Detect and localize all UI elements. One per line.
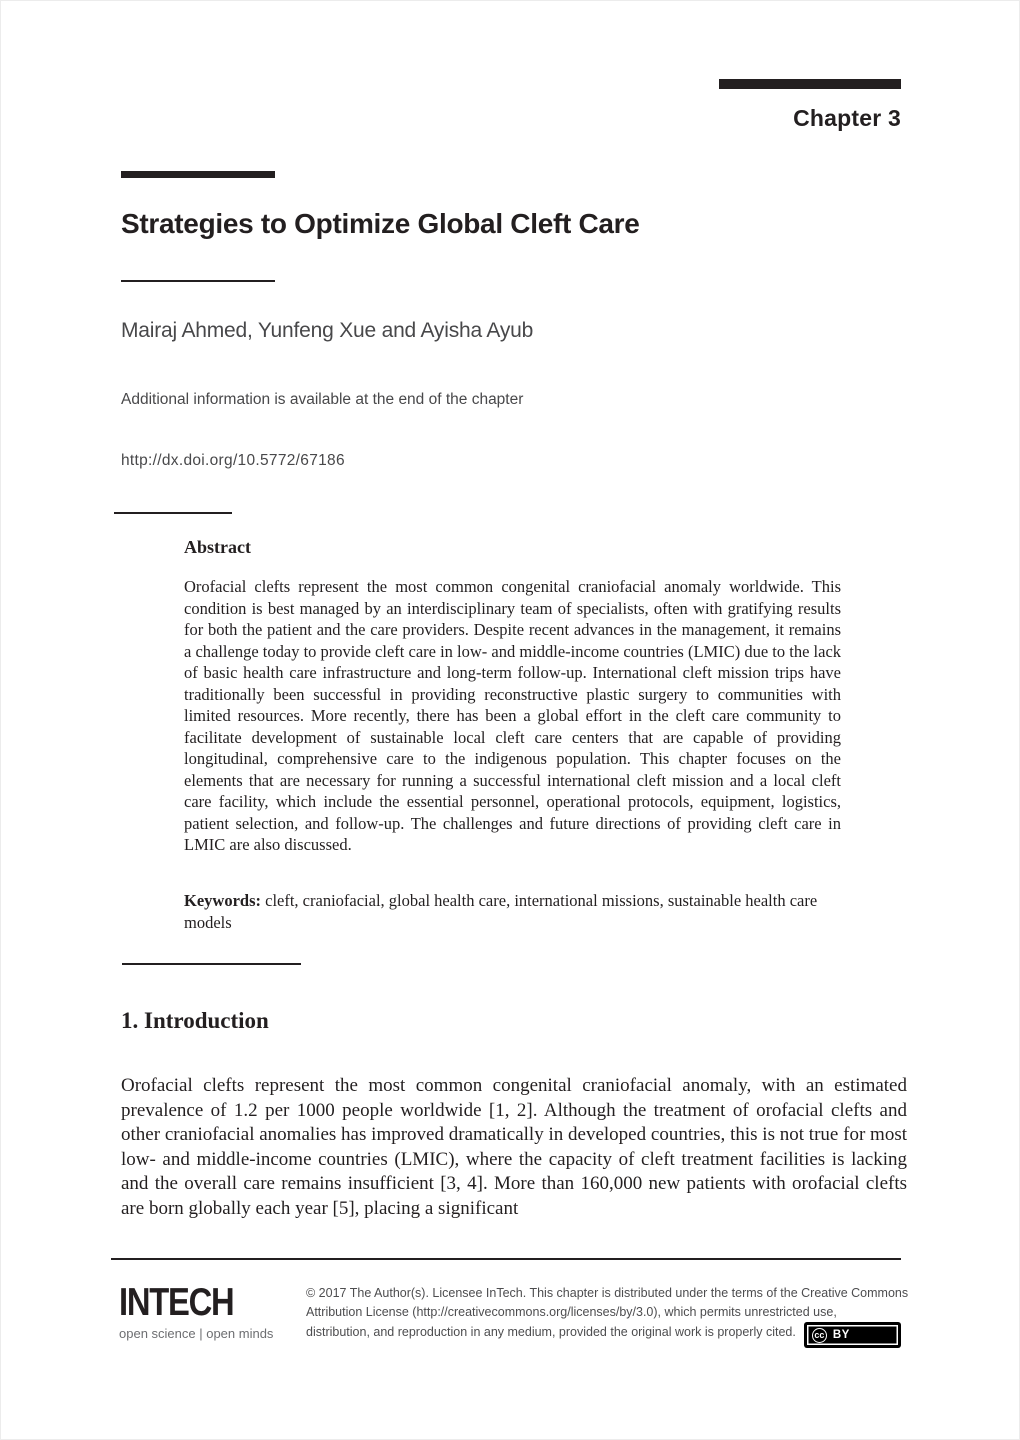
title-rule-thick — [121, 171, 275, 178]
abstract-heading: Abstract — [184, 537, 251, 557]
chapter-header-rule — [719, 79, 901, 89]
cc-by-badge[interactable] — [804, 1322, 901, 1348]
keywords-text: cleft, craniofacial, global health care, international missions, sustainable health care models — [184, 891, 818, 932]
license-line-2: Attribution License (http://creativecommons.org/licenses/by/3.0), which permits unrestricted use, — [306, 1305, 837, 1319]
keywords-label: Keywords: — [184, 891, 261, 910]
license-text — [306, 1284, 946, 1342]
introduction-body: Orofacial clefts represent the most common congenital craniofacial anomaly, with an estimated prevalence of 1.2 per 1000 people worldwide [1, 2]. Although the treatment of orofacial clefts and other craniofacial anomalies has improved dramatically in developed countries, this is not true for most low- and middle-income countries (LMIC), where the capacity of cleft treatment facilities is lacking and the overall care remains insufficient [3, 4]. More than 160,000 new patients with orofacial clefts are born globally each year [5], placing a significant — [121, 1075, 907, 1219]
introduction-heading: 1. Introduction — [121, 1008, 269, 1033]
intech-logo — [119, 1283, 299, 1341]
title-rule-thin — [121, 280, 275, 282]
intech-logo-tagline: open science | open minds — [119, 1326, 274, 1341]
authors-line: Mairaj Ahmed, Yunfeng Xue and Ayisha Ayub — [121, 319, 534, 342]
footer-rule — [111, 1258, 901, 1260]
cc-by-label: BY — [832, 1328, 850, 1341]
license-line-1: © 2017 The Author(s). Licensee InTech. This chapter is distributed under the terms of the Creative Commons — [306, 1286, 909, 1300]
keywords-line — [184, 890, 841, 933]
license-line-3 — [306, 1322, 946, 1342]
cc-icon: cc — [812, 1328, 827, 1343]
page-title: Strategies to Optimize Global Cleft Care — [121, 208, 640, 239]
introduction-rule — [122, 963, 301, 965]
abstract-rule — [114, 512, 232, 514]
license-line-3-text: distribution, and reproduction in any medium, provided the original work is properly cited. — [306, 1325, 796, 1339]
abstract-body: Orofacial clefts represent the most common congenital craniofacial anomaly worldwide. This condition is best managed by an interdisciplinary team of specialists, often with gratifying results for both the patient and the care providers. Despite recent advances in the management, it remains a challenge today to provide cleft care in low- and middle-income countries (LMIC) due to the lack of basic health care infrastructure and long-term follow-up. International cleft mission trips have traditionally been successful in providing reconstructive plastic surgery to communities with limited resources. More recently, there has been a global effort in the cleft care community to facilitate development of sustainable local cleft care centers that are capable of providing longitudinal, comprehensive care to the indigenous population. This chapter focuses on the elements that are necessary for running a successful international cleft mission and a local cleft care facility, which include the essential personnel, operational protocols, equipment, logistics, patient selection, and follow-up. The challenges and future directions of providing cleft care in LMIC are also discussed. — [184, 577, 842, 854]
additional-info-note: Additional information is available at the end of the chapter — [121, 391, 524, 408]
chapter-label: Chapter 3 — [793, 105, 901, 131]
doi-link[interactable]: http://dx.doi.org/10.5772/67186 — [121, 452, 345, 469]
intech-logo-wordmark: INTECH — [119, 1281, 234, 1324]
